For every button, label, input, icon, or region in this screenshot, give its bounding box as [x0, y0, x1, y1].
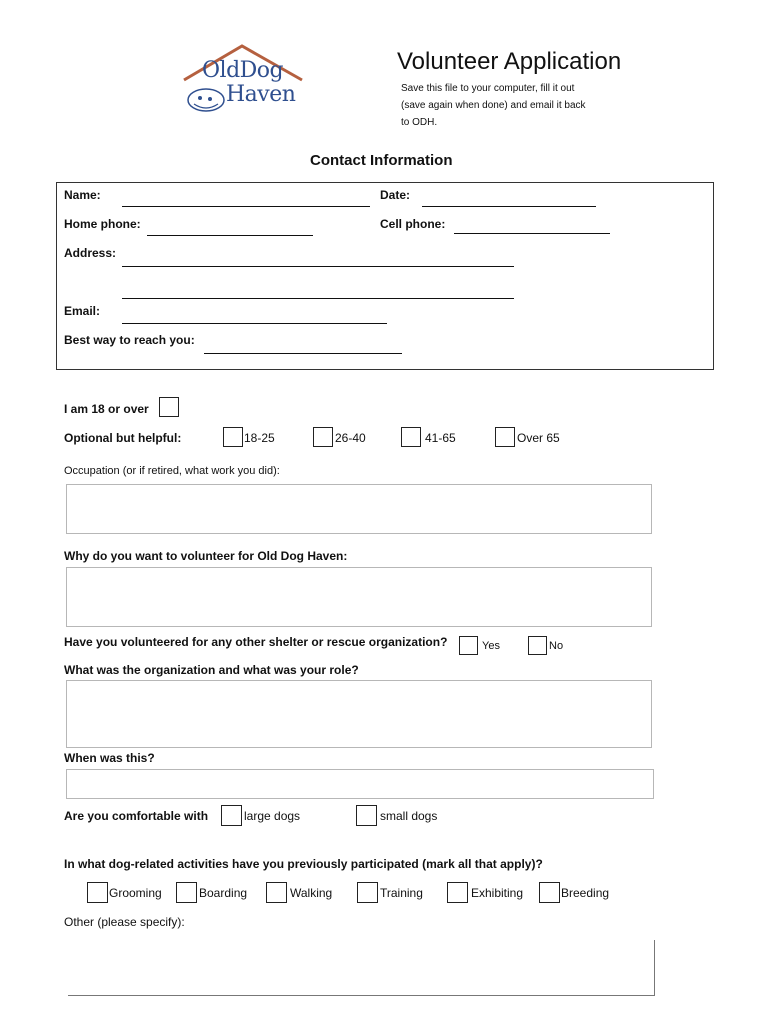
other-activities-textbox[interactable] [68, 940, 655, 996]
age-over-65-checkbox[interactable] [495, 427, 515, 447]
prior-volunteer-question: Have you volunteered for any other shelter or rescue organization? [64, 635, 448, 649]
home-phone-field[interactable] [147, 235, 313, 236]
name-field[interactable] [122, 206, 370, 207]
prior-no-label: No [549, 640, 564, 652]
best-way-field[interactable] [204, 353, 402, 354]
large-dogs-label: large dogs [244, 809, 301, 823]
org-role-textbox[interactable] [66, 680, 652, 748]
grooming-checkbox[interactable] [87, 882, 108, 903]
best-way-label: Best way to reach you: [64, 333, 195, 347]
grooming-label: Grooming [109, 886, 162, 900]
training-label: Training [380, 886, 423, 900]
why-volunteer-textbox[interactable] [66, 567, 652, 627]
org-role-label: What was the organization and what was your role? [64, 663, 359, 677]
small-dogs-label: small dogs [380, 809, 438, 823]
page-title: Volunteer Application [397, 48, 622, 75]
age-18-25-checkbox[interactable] [223, 427, 243, 447]
address-field-line-2[interactable] [122, 298, 514, 299]
age-41-65-label: 41-65 [425, 431, 456, 445]
instructions-line-2: (save again when done) and email it back [401, 100, 586, 111]
home-phone-label: Home phone: [64, 217, 141, 231]
email-label: Email: [64, 304, 101, 318]
email-field[interactable] [122, 323, 387, 324]
other-activities-label: Other (please specify): [64, 915, 185, 929]
prior-yes-label: Yes [482, 640, 500, 652]
training-checkbox[interactable] [357, 882, 378, 903]
instructions-line-1: Save this file to your computer, fill it out [401, 83, 575, 94]
breeding-label: Breeding [561, 886, 610, 900]
name-label: Name: [64, 188, 101, 202]
instructions-line-3: to ODH. [401, 117, 438, 128]
occupation-textbox[interactable] [66, 484, 652, 534]
prior-yes-checkbox[interactable] [459, 636, 478, 655]
age-26-40-checkbox[interactable] [313, 427, 333, 447]
walking-label: Walking [290, 886, 333, 900]
boarding-label: Boarding [199, 886, 248, 900]
age-26-40-label: 26-40 [335, 431, 366, 445]
date-label: Date: [380, 188, 411, 202]
when-label: When was this? [64, 751, 155, 765]
comfort-label: Are you comfortable with [64, 809, 209, 823]
address-label: Address: [64, 246, 117, 260]
small-dogs-checkbox[interactable] [356, 805, 377, 826]
walking-checkbox[interactable] [266, 882, 287, 903]
age-over-65-label: Over 65 [517, 431, 560, 445]
boarding-checkbox[interactable] [176, 882, 197, 903]
why-volunteer-label: Why do you want to volunteer for Old Dog Haven: [64, 549, 348, 563]
old-dog-haven-logo [180, 42, 305, 120]
optional-age-label: Optional but helpful: [64, 431, 182, 445]
exhibiting-checkbox[interactable] [447, 882, 468, 903]
activities-question: In what dog-related activities have you previously participated (mark all that apply)? [64, 857, 543, 871]
logo-text-haven: Haven [226, 82, 296, 107]
logo-text-olddog: OldDog [202, 58, 284, 83]
breeding-checkbox[interactable] [539, 882, 560, 903]
cell-phone-label: Cell phone: [380, 217, 446, 231]
large-dogs-checkbox[interactable] [221, 805, 242, 826]
over-18-checkbox[interactable] [159, 397, 179, 417]
address-field-line-1[interactable] [122, 266, 514, 267]
when-textbox[interactable] [66, 769, 654, 799]
date-field[interactable] [422, 206, 596, 207]
contact-heading: Contact Information [310, 152, 453, 169]
over-18-label: I am 18 or over [64, 402, 149, 416]
prior-no-checkbox[interactable] [528, 636, 547, 655]
occupation-label: Occupation (or if retired, what work you did): [64, 465, 280, 477]
cell-phone-field[interactable] [454, 233, 610, 234]
age-18-25-label: 18-25 [244, 431, 275, 445]
age-41-65-checkbox[interactable] [401, 427, 421, 447]
exhibiting-label: Exhibiting [471, 886, 524, 900]
